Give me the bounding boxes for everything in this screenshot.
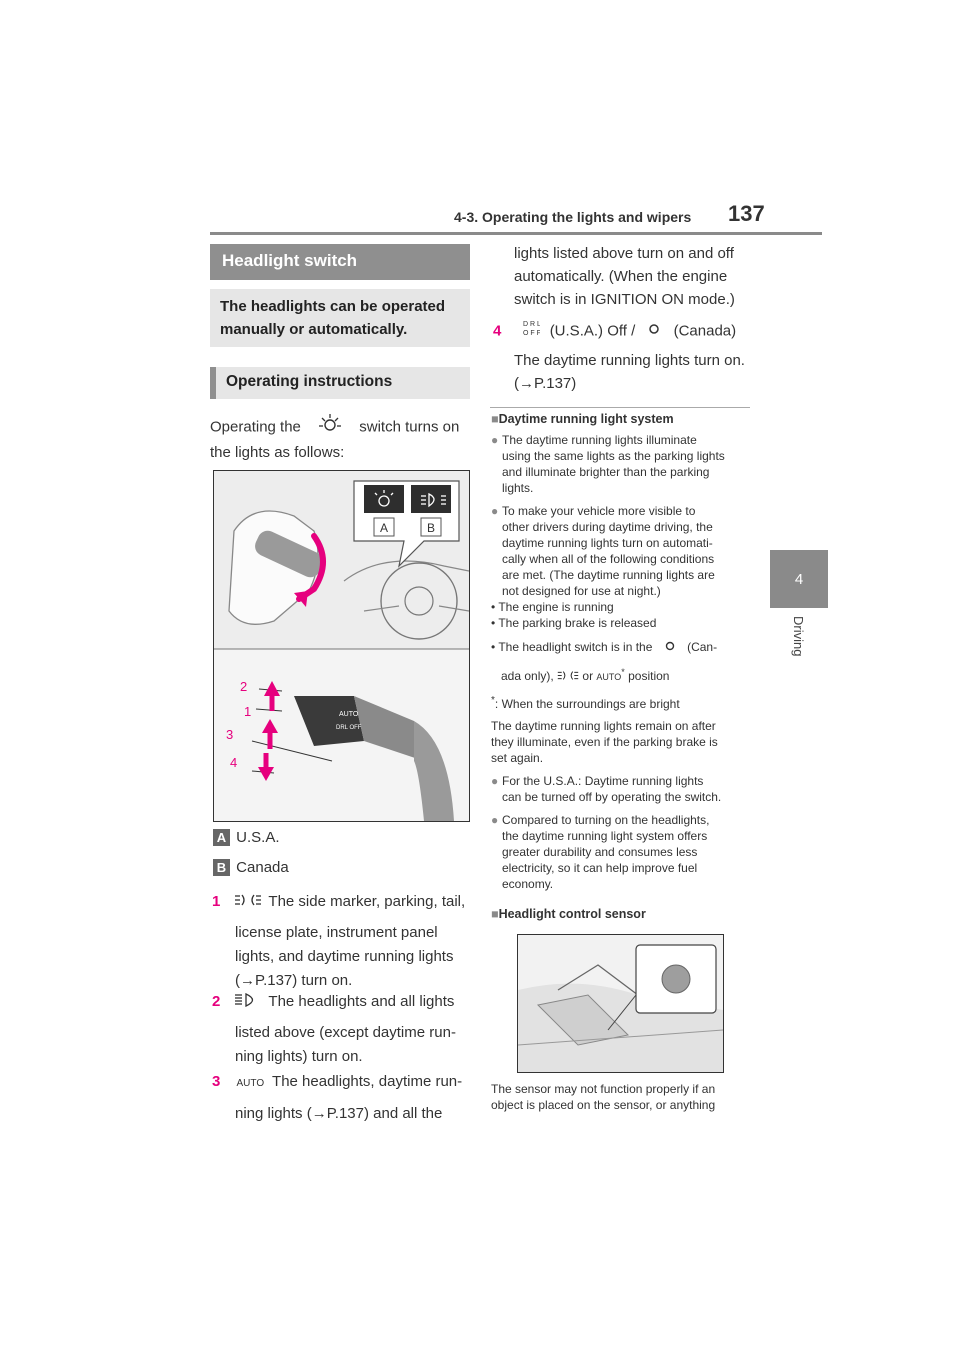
item-4-text-b: (Canada) — [673, 322, 737, 340]
item-4-line-3: (→P.137) — [514, 375, 577, 392]
item-2 — [212, 990, 472, 1069]
drl-title-row: ■Daytime running light system — [491, 412, 674, 426]
drl-b1-l3: and illuminate brighter than the parking — [502, 465, 710, 479]
chapter-label: Driving — [791, 616, 806, 657]
drl-b2-l3: daytime running lights turn on automati- — [502, 536, 713, 550]
headlights-icon — [235, 991, 261, 1014]
small-light-icon — [647, 320, 661, 343]
drl-b2-l2: other drivers during daytime driving, the — [502, 520, 713, 534]
callout-label-a: A — [379, 521, 389, 535]
operating-text-b: switch turns on — [359, 418, 460, 436]
drl-condition-1: • The engine is running — [491, 600, 614, 614]
svg-text:O F F: O F F — [522, 330, 540, 337]
figure-number-1: 1 — [244, 704, 252, 719]
cond3-c: ada only), — [501, 668, 554, 683]
drl-b3-l1: For the U.S.A.: Daytime running lights — [502, 773, 704, 788]
drl-condition-2: • The parking brake is released — [491, 616, 657, 630]
drl-b4-l1: Compared to turning on the headlights, — [502, 812, 710, 827]
chapter-number: 4 — [794, 570, 804, 588]
item-3-line-1: The headlights, daytime run- — [272, 1073, 463, 1090]
page-number: 137 — [728, 201, 765, 226]
drl-b2-l1: To make your vehicle more visible to — [502, 504, 696, 518]
footnote-text: : When the surroundings are bright — [494, 696, 680, 711]
cond3-b: (Can- — [687, 640, 718, 654]
drl-off-icon — [520, 318, 540, 345]
chapter-tab — [770, 550, 828, 608]
operating-text-c: the lights as follows: — [210, 444, 345, 461]
figure-drawing — [214, 471, 469, 821]
svg-text:D R L: D R L — [522, 321, 540, 328]
legend-b-text: Canada — [236, 859, 289, 876]
drl-bullet-2: ● To make your vehicle more visible to other drivers during daytime driving, the daytime running lights turn on automati- cally when all of the following conditions are met. (The daytime running lights are not designed for use at night.) — [491, 503, 753, 599]
auto-icon: AUTO — [236, 1078, 265, 1089]
drl-b4-l2: the daytime running light system offers — [502, 828, 708, 843]
drl-title: Daytime running light system — [498, 412, 674, 426]
headlight-switch-figure — [213, 470, 470, 822]
drl-b4-l5: economy. — [502, 876, 554, 891]
item-2-number: 2 — [212, 993, 221, 1010]
headlight-switch-icon — [319, 414, 341, 441]
header-rule — [210, 232, 822, 235]
item-1 — [212, 890, 472, 993]
continued-line-2: automatically. (When the engine — [514, 268, 728, 285]
legend-a-box: A — [213, 829, 230, 846]
drl-section — [491, 412, 753, 892]
legend-a — [213, 826, 280, 849]
drl-b1-l2: using the same lights as the parking lights — [502, 449, 725, 463]
sensor-figure — [517, 934, 724, 1073]
section-title: Headlight switch — [210, 244, 470, 280]
sensor-note-l1: The sensor may not function properly if an — [491, 1082, 716, 1096]
cond3-or: or — [582, 668, 594, 683]
drl-condition-3 — [491, 639, 753, 656]
drl-condition-3-cont — [491, 664, 753, 685]
auto-icon-2: AUTO — [596, 671, 622, 682]
parking-lights-icon-2 — [557, 669, 579, 685]
drl-b2-l6: not designed for use at night.) — [502, 584, 661, 598]
continued-line-1: lights listed above turn on and off — [514, 245, 734, 262]
item-4-line-2: The daytime running lights turn on. — [514, 352, 745, 369]
item-1-number: 1 — [212, 893, 221, 910]
operating-text-a: Operating the — [210, 418, 301, 436]
drl-b2-l5: are met. (The daytime running lights are — [502, 568, 715, 582]
item-3 — [212, 1070, 472, 1126]
sensor-title: Headlight control sensor — [498, 907, 646, 921]
item-2-line-3: ning lights) turn on. — [235, 1047, 363, 1065]
drl-note — [491, 718, 753, 766]
item-4-text-a: (U.S.A.) Off / — [549, 322, 636, 340]
drl-footnote — [491, 693, 753, 712]
item-2-line-2: listed above (except daytime run- — [235, 1023, 456, 1041]
subsection-title: Operating instructions — [210, 367, 470, 399]
item-2-line-1: The headlights and all lights — [268, 993, 455, 1010]
sensor-note-l2: object is placed on the sensor, or anything — [491, 1098, 716, 1112]
drl-b1-l1: The daytime running lights illuminate — [502, 433, 697, 447]
footnote-star: * — [491, 694, 495, 706]
lever-auto-text: AUTO — [339, 711, 359, 718]
legend-b — [213, 856, 289, 879]
drl-b3-l2: can be turned off by operating the switch. — [502, 789, 722, 804]
item-1-line-2: license plate, instrument panel — [235, 923, 438, 941]
item-4 — [493, 318, 758, 395]
cond3-a: • The headlight switch is in the — [491, 640, 653, 654]
small-light-icon-2 — [664, 640, 676, 656]
item-3-continued — [514, 242, 759, 311]
item-1-line-4: (→P.137) turn on. — [235, 971, 353, 989]
operating-paragraph — [210, 414, 470, 464]
figure-number-2: 2 — [240, 679, 248, 694]
item-3-line-2: ning lights (→P.137) and all the — [235, 1105, 443, 1122]
figure-number-3: 3 — [226, 727, 234, 742]
callout-label-b: B — [426, 521, 436, 535]
drl-bullet-1: ● The daytime running lights illuminate using the same lights as the parking lights and illuminate brighter than the parking lights. — [491, 432, 753, 496]
item-1-line-1: The side marker, parking, tail, — [268, 893, 466, 910]
item-4-number: 4 — [493, 322, 502, 340]
drl-note-l2: they illuminate, even if the parking brake is — [491, 734, 718, 749]
figure-number-4: 4 — [230, 755, 238, 770]
section-divider — [490, 407, 750, 408]
drl-note-l3: set again. — [491, 750, 544, 765]
cond3-star: * — [621, 666, 625, 677]
cond3-position: position — [628, 668, 670, 683]
continued-line-3: switch is in IGNITION ON mode.) — [514, 291, 735, 308]
sensor-title-row: ■Headlight control sensor — [491, 907, 646, 921]
section-header: 4-3. Operating the lights and wipers — [454, 209, 692, 225]
drl-b1-l4: lights. — [502, 481, 534, 495]
item-3-number: 3 — [212, 1073, 221, 1090]
legend-b-box: B — [213, 859, 230, 876]
drl-b2-l4: cally when all of the following conditions — [502, 552, 715, 566]
drl-b4-l3: greater durability and consumes less — [502, 844, 698, 859]
drl-b4-l4: electricity, so it can help improve fuel — [502, 860, 698, 875]
legend-a-text: U.S.A. — [236, 829, 280, 846]
section-intro: The headlights can be operated manually or automatically. — [210, 289, 470, 347]
drl-bullet-3: ● For the U.S.A.: Daytime running lights can be turned off by operating the switch. — [491, 773, 753, 805]
sensor-drawing — [518, 935, 723, 1072]
drl-bullet-4: ● Compared to turning on the headlights, the daytime running light system offers greater durability and consumes less electricity, so it can help improve fuel economy. — [491, 812, 753, 892]
parking-lights-icon — [235, 891, 261, 914]
item-1-line-3: lights, and daytime running lights — [235, 947, 454, 965]
lever-drl-text: DRL OFF — [336, 725, 362, 731]
drl-note-l1: The daytime running lights remain on after — [491, 718, 716, 733]
sensor-note — [491, 1081, 753, 1113]
